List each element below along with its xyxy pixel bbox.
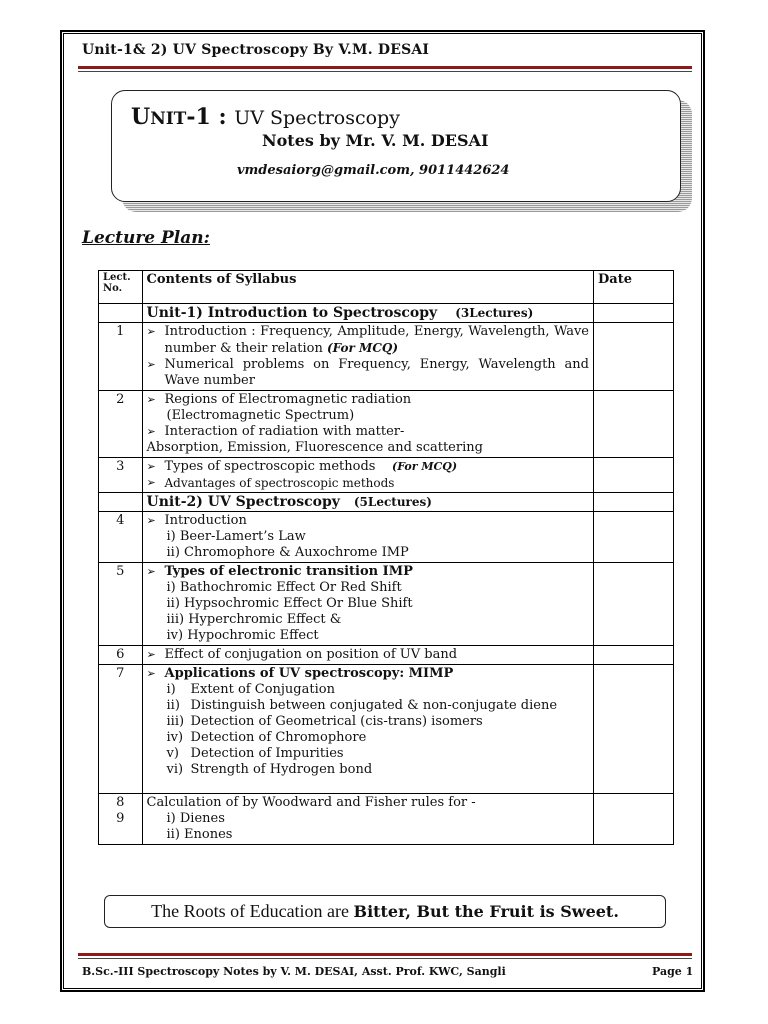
lecture-number: 6 bbox=[99, 646, 143, 665]
notes-by: Notes by Mr. V. M. DESAI bbox=[262, 131, 489, 150]
table-row bbox=[99, 665, 674, 794]
lecture-number: 8 9 bbox=[99, 794, 143, 845]
arrowhead-bullet-icon: ➢ bbox=[146, 460, 156, 473]
page-number: Page 1 bbox=[652, 965, 694, 978]
lect-no-header: Lect. No. bbox=[99, 271, 143, 304]
table-row bbox=[99, 391, 674, 458]
arrowhead-bullet-icon: ➢ bbox=[146, 514, 156, 527]
lecture-content: ➢ Types of electronic transition IMP i) Bathochromic Effect Or Red Shift ii) Hypsochromic Effect Or Blue Shift iii) Hyperchromic Effect & iv) Hypochromic Effect bbox=[142, 563, 593, 646]
lecture-content: ➢ Introduction : Frequency, Amplitude, Energy, Wavelength, Wave number & their relation (For MCQ) ➢ Numerical problems on Frequency, Energy, Wavelength and Wave number bbox=[142, 323, 593, 391]
arrowhead-bullet-icon: ➢ bbox=[146, 325, 156, 338]
arrowhead-bullet-icon: ➢ bbox=[146, 425, 156, 438]
unit1-title: Unit-1) Introduction to Spectroscopy (3Lectures) bbox=[142, 304, 593, 323]
contact-info: vmdesaiorg@gmail.com, 9011442624 bbox=[237, 163, 510, 178]
header-title: Unit-1& 2) UV Spectroscopy By V.M. DESAI bbox=[82, 42, 430, 58]
list-item: v) Detection of Impurities bbox=[166, 746, 344, 761]
lecture-content: ➢ Applications of UV spectroscopy: MIMP i) Extent of Conjugation ii) Distinguish between conjugated & non-conjugate diene iii) Detection of Geometrical (cis-trans) isomers iv) Detection of Chromophore v) Detection of Impurities vi) Strength of Hydrogen bond bbox=[142, 665, 593, 794]
arrowhead-bullet-icon: ➢ bbox=[146, 393, 156, 406]
list-item: iv) Detection of Chromophore bbox=[166, 730, 367, 745]
arrowhead-bullet-icon: ➢ bbox=[146, 667, 156, 680]
list-item: i) Extent of Conjugation bbox=[166, 682, 335, 697]
list-item: iii) Detection of Geometrical (cis-trans) isomers bbox=[166, 714, 483, 729]
unit-row bbox=[99, 493, 674, 512]
table-row bbox=[99, 563, 674, 646]
list-item: ii) Distinguish between conjugated & non-conjugate diene bbox=[166, 698, 558, 713]
lecture-plan-heading: Lecture Plan: bbox=[82, 228, 210, 248]
list-item: vi) Strength of Hydrogen bond bbox=[166, 762, 373, 777]
table-row bbox=[99, 646, 674, 665]
arrowhead-bullet-icon: ➢ bbox=[146, 358, 156, 371]
lecture-content: ➢ Regions of Electromagnetic radiation (Electromagnetic Spectrum) ➢ Interaction of radiation with matter- Absorption, Emission, Fluorescence and scattering bbox=[142, 391, 593, 458]
table-header-row bbox=[99, 271, 674, 304]
footer-text: B.Sc.-III Spectroscopy Notes by V. M. DESAI, Asst. Prof. KWC, Sangli bbox=[82, 965, 506, 978]
quote-box: The Roots of Education are Bitter, But the Fruit is Sweet. bbox=[104, 895, 666, 928]
arrowhead-bullet-icon: ➢ bbox=[146, 648, 156, 661]
lecture-plan-table bbox=[98, 270, 674, 845]
lecture-number: 5 bbox=[99, 563, 143, 646]
lecture-number: 4 bbox=[99, 512, 143, 563]
unit2-title: Unit-2) UV Spectroscopy (5Lectures) bbox=[142, 493, 593, 512]
footer-rule-thin bbox=[78, 958, 692, 959]
header-rule-thick bbox=[78, 66, 692, 69]
unit-row bbox=[99, 304, 674, 323]
lecture-number: 2 bbox=[99, 391, 143, 458]
lecture-content: ➢ Effect of conjugation on position of UV band bbox=[142, 646, 593, 665]
contents-header: Contents of Syllabus bbox=[142, 271, 593, 304]
arrowhead-bullet-icon: ➢ bbox=[146, 565, 156, 578]
table-row bbox=[99, 794, 674, 845]
arrowhead-bullet-icon: ➢ bbox=[146, 476, 156, 489]
table-row bbox=[99, 323, 674, 391]
date-header: Date bbox=[594, 271, 674, 304]
lecture-content: ➢ Types of spectroscopic methods (For MCQ) ➢ Advantages of spectroscopic methods bbox=[142, 458, 593, 493]
lecture-content: Calculation of by Woodward and Fisher rules for - i) Dienes ii) Enones bbox=[142, 794, 593, 845]
unit-title: UNIT-1 : UV Spectroscopy bbox=[131, 104, 400, 130]
lecture-number: 7 bbox=[99, 665, 143, 794]
table-row bbox=[99, 458, 674, 493]
lecture-content: ➢ Introduction i) Beer-Lamert’s Law ii) Chromophore & Auxochrome IMP bbox=[142, 512, 593, 563]
lecture-number: 3 bbox=[99, 458, 143, 493]
lecture-number: 1 bbox=[99, 323, 143, 391]
footer-rule-thick bbox=[78, 953, 692, 956]
table-row bbox=[99, 512, 674, 563]
header-rule-thin bbox=[78, 71, 692, 72]
